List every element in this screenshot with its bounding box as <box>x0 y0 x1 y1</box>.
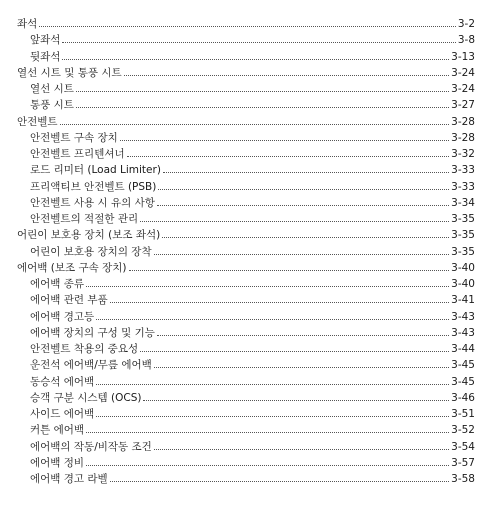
toc-entry-page: 3-33 <box>451 164 475 177</box>
dot-leader <box>62 59 449 60</box>
toc-entry-page: 3-35 <box>451 229 475 242</box>
toc-entry-page: 3-51 <box>451 408 475 420</box>
dot-leader <box>158 189 449 190</box>
toc-subsection-entry[interactable] <box>30 453 475 469</box>
toc-entry-page: 3-13 <box>451 50 475 63</box>
toc-entry-title: 열선 시트 및 통풍 시트 <box>17 66 122 79</box>
toc-entry-page: 3-28 <box>451 131 475 144</box>
toc-entry-page: 3-2 <box>457 18 475 30</box>
dot-leader <box>86 432 449 433</box>
dot-leader <box>154 254 450 255</box>
toc-entry-title: 에어백 종류 <box>30 278 85 290</box>
toc-entry-page: 3-45 <box>451 375 475 388</box>
dot-leader <box>127 156 450 157</box>
toc-entry-page: 3-43 <box>451 310 475 323</box>
toc-entry-page: 3-27 <box>451 99 475 112</box>
toc-entry-title: 좌석 <box>17 18 38 30</box>
toc-subsection-entry[interactable] <box>30 437 475 453</box>
toc-entry-page: 3-43 <box>451 326 475 339</box>
toc-section-entry[interactable] <box>17 112 475 128</box>
toc-entry-title: 뒷좌석 <box>30 50 61 63</box>
toc-entry-title: 안전벨트 <box>17 115 58 128</box>
dot-leader <box>124 75 450 76</box>
dot-leader <box>62 42 455 43</box>
toc-section-entry[interactable] <box>17 14 475 30</box>
dot-leader <box>96 416 449 417</box>
dot-leader <box>86 465 449 466</box>
toc-subsection-entry[interactable] <box>30 339 475 355</box>
toc-subsection-entry[interactable] <box>30 323 475 339</box>
toc-subsection-entry[interactable] <box>30 274 475 290</box>
dot-leader <box>110 302 449 303</box>
toc-subsection-entry[interactable] <box>30 47 475 63</box>
dot-leader <box>140 221 449 222</box>
dot-leader <box>76 107 449 108</box>
dot-leader <box>120 140 449 141</box>
toc-entry-title: 안전벨트 사용 시 유의 사항 <box>30 196 155 209</box>
dot-leader <box>60 124 450 125</box>
toc-section-entry[interactable] <box>17 258 475 274</box>
toc-subsection-entry[interactable] <box>30 404 475 420</box>
toc-entry-page: 3-41 <box>451 294 475 307</box>
toc-subsection-entry[interactable] <box>30 95 475 111</box>
toc-subsection-entry[interactable] <box>30 307 475 323</box>
toc-entry-title: 안전벨트의 적절한 관리 <box>30 213 139 225</box>
dot-leader <box>143 400 449 401</box>
toc-entry-title: 어린이 보호용 장치의 장착 <box>30 245 152 258</box>
toc-entry-page: 3-32 <box>451 148 475 160</box>
toc-entry-title: 앞좌석 <box>30 34 61 47</box>
dot-leader <box>39 26 456 27</box>
toc-entry-page: 3-35 <box>451 245 475 258</box>
toc-entry-title: 에어백 (보조 구속 장치) <box>17 261 127 274</box>
toc-entry-page: 3-57 <box>451 456 475 469</box>
toc-entry-title: 운전석 에어백/무릎 에어백 <box>30 359 152 372</box>
toc-entry-title: 안전벨트 착용의 중요성 <box>30 343 139 355</box>
toc-entry-page: 3-8 <box>457 34 475 47</box>
toc-entry-title: 에어백 정비 <box>30 456 85 469</box>
toc-subsection-entry[interactable] <box>30 79 475 95</box>
toc-entry-title: 에어백의 작동/비작동 조건 <box>30 440 152 453</box>
toc-subsection-entry[interactable] <box>30 372 475 388</box>
dot-leader <box>96 319 449 320</box>
toc-subsection-entry[interactable] <box>30 193 475 209</box>
toc-subsection-entry[interactable] <box>30 209 475 225</box>
dot-leader <box>154 367 449 368</box>
toc-entry-title: 에어백 관련 부품 <box>30 294 108 307</box>
toc-entry-title: 에어백 경고등 <box>30 310 95 323</box>
toc-entry-page: 3-44 <box>451 343 475 355</box>
toc-entry-title: 에어백 장치의 구성 및 기능 <box>30 326 155 339</box>
toc-entry-title: 커튼 에어백 <box>30 424 85 437</box>
toc-entry-page: 3-35 <box>451 213 475 225</box>
toc-entry-title: 에어백 경고 라벨 <box>30 473 108 485</box>
toc-subsection-entry[interactable] <box>30 177 475 193</box>
toc-entry-page: 3-40 <box>451 278 475 290</box>
toc-entry-title: 안전벨트 프리텐셔너 <box>30 148 125 160</box>
toc-section-entry[interactable] <box>17 225 475 241</box>
toc-subsection-entry[interactable] <box>30 355 475 371</box>
dot-leader <box>140 351 449 352</box>
dot-leader <box>96 384 449 385</box>
toc-entry-title: 승객 구분 시스템 (OCS) <box>30 391 142 404</box>
dot-leader <box>86 286 449 287</box>
toc-entry-page: 3-24 <box>451 83 475 95</box>
toc-entry-title: 안전벨트 구속 장치 <box>30 131 118 144</box>
toc-subsection-entry[interactable] <box>30 128 475 144</box>
toc-subsection-entry[interactable] <box>30 30 475 46</box>
toc-subsection-entry[interactable] <box>30 144 475 160</box>
toc-section-entry[interactable] <box>17 63 475 79</box>
toc-subsection-entry[interactable] <box>30 469 475 485</box>
toc-entry-title: 동승석 에어백 <box>30 375 95 388</box>
dot-leader <box>110 481 449 482</box>
dot-leader <box>162 237 449 238</box>
toc-entry-page: 3-58 <box>451 473 475 485</box>
toc-entry-title: 로드 리미터 (Load Limiter) <box>30 164 161 177</box>
toc-entry-page: 3-28 <box>451 115 475 128</box>
toc-entry-page: 3-24 <box>451 66 475 79</box>
toc-entry-title: 열선 시트 <box>30 83 74 95</box>
toc-entry-page: 3-45 <box>451 359 475 372</box>
toc-subsection-entry[interactable] <box>30 290 475 306</box>
toc-entry-title: 프리액티브 안전벨트 (PSB) <box>30 180 157 193</box>
toc-entry-title: 사이드 에어백 <box>30 408 95 420</box>
toc-entry-page: 3-52 <box>451 424 475 437</box>
dot-leader <box>154 449 449 450</box>
dot-leader <box>163 172 449 173</box>
toc-subsection-entry[interactable] <box>30 242 475 258</box>
toc-subsection-entry[interactable] <box>30 420 475 436</box>
toc-subsection-entry[interactable] <box>30 388 475 404</box>
toc-entry-title: 통풍 시트 <box>30 99 74 112</box>
toc-entry-title: 어린이 보호용 장치 (보조 좌석) <box>17 229 161 242</box>
toc-entry-page: 3-46 <box>451 391 475 404</box>
toc-entry-page: 3-54 <box>451 440 475 453</box>
dot-leader <box>157 335 449 336</box>
toc-subsection-entry[interactable] <box>30 160 475 176</box>
toc-entry-page: 3-34 <box>451 196 475 209</box>
dot-leader <box>129 270 450 271</box>
toc-entry-page: 3-33 <box>451 180 475 193</box>
dot-leader <box>157 205 449 206</box>
toc-entry-page: 3-40 <box>451 261 475 274</box>
dot-leader <box>76 91 449 92</box>
